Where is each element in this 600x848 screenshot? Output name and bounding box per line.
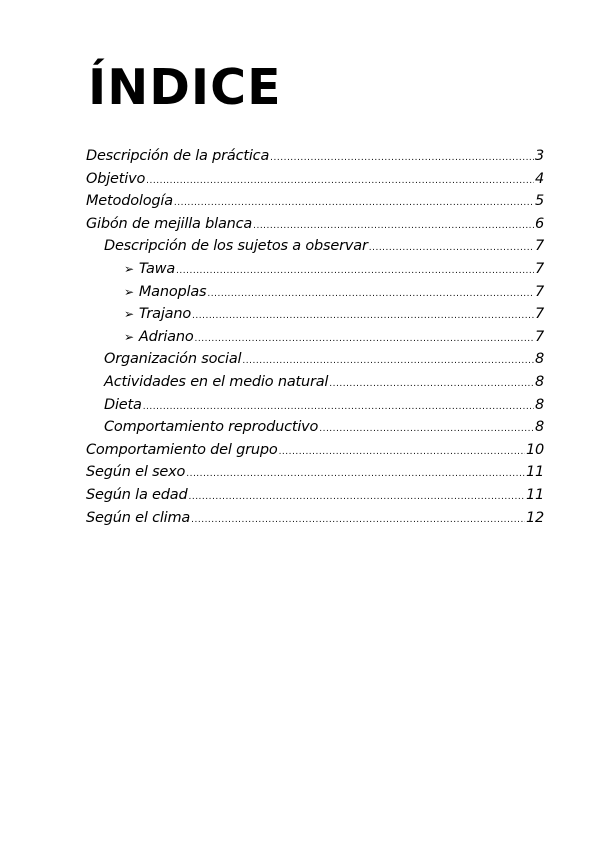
toc-entry[interactable] [86, 171, 544, 194]
toc-entry[interactable] [86, 487, 544, 510]
toc-entry-label: Comportamiento reproductivo [104, 419, 319, 436]
toc-entry-label: Según el clima [86, 509, 191, 526]
toc-page-number: 7 [534, 283, 544, 300]
dot-leader [369, 243, 534, 253]
toc-page-number: 8 [534, 373, 544, 390]
toc-entry-label: Según la edad [86, 486, 188, 503]
toc-entry-label: Comportamiento del grupo [86, 441, 278, 458]
toc-entry[interactable] [86, 329, 544, 352]
toc-entry[interactable] [86, 306, 544, 329]
toc-entry[interactable] [86, 510, 544, 533]
toc-page-number: 6 [534, 215, 544, 232]
toc-entry-label: Dieta [104, 396, 142, 413]
toc-entry[interactable] [86, 284, 544, 307]
dot-leader [174, 198, 534, 208]
toc-entry-label: Descripción de la práctica [86, 148, 270, 164]
toc-page-number: 8 [534, 351, 544, 368]
toc-entry-label: Organización social [104, 351, 242, 368]
toc-entry-label: Tawa [138, 260, 176, 277]
toc-entry-label: Actividades en el medio natural [104, 373, 329, 390]
toc-page-number: 8 [534, 396, 544, 413]
toc-entry-label: Manoplas [138, 283, 207, 300]
dot-leader [207, 289, 534, 299]
table-of-contents [86, 148, 544, 532]
toc-entry-label: Gibón de mejilla blanca [86, 215, 253, 232]
arrow-bullet-icon: ➢ [124, 261, 134, 276]
toc-page-number: 7 [534, 238, 544, 255]
toc-entry[interactable] [86, 216, 544, 239]
toc-entry[interactable] [86, 261, 544, 284]
toc-page-number: 11 [525, 464, 544, 481]
toc-entry-label: Objetivo [86, 170, 146, 187]
toc-entry[interactable] [86, 351, 544, 374]
toc-page-number: 10 [525, 441, 544, 458]
dot-leader [329, 379, 534, 389]
toc-entry-label: Metodología [86, 193, 173, 210]
toc-page-number: 4 [534, 170, 544, 187]
arrow-bullet-icon: ➢ [124, 307, 134, 322]
toc-page-number: 7 [534, 306, 544, 323]
dot-leader [192, 311, 534, 321]
page-title: ÍNDICE [88, 59, 282, 116]
toc-page-number: 8 [534, 419, 544, 436]
dot-leader [176, 266, 534, 276]
toc-entry-label: Adriano [138, 328, 194, 345]
toc-page-number: 7 [534, 328, 544, 345]
toc-entry[interactable] [86, 374, 544, 397]
dot-leader [195, 334, 534, 344]
toc-entry[interactable] [86, 148, 544, 171]
toc-entry[interactable] [86, 193, 544, 216]
toc-entry-label: Trajano [138, 306, 192, 323]
arrow-bullet-icon: ➢ [124, 284, 134, 299]
dot-leader [146, 176, 534, 186]
dot-leader [143, 402, 534, 412]
dot-leader [270, 153, 534, 163]
dot-leader [186, 469, 525, 479]
arrow-bullet-icon: ➢ [124, 329, 134, 344]
toc-entry[interactable] [86, 464, 544, 487]
dot-leader [191, 515, 525, 525]
toc-entry-label: Descripción de los sujetos a observar [104, 238, 368, 255]
toc-page-number: 12 [525, 509, 544, 526]
toc-entry[interactable] [86, 238, 544, 261]
toc-page-number: 5 [534, 193, 544, 210]
dot-leader [279, 447, 525, 457]
toc-entry[interactable] [86, 419, 544, 442]
toc-entry[interactable] [86, 397, 544, 420]
dot-leader [253, 221, 534, 231]
toc-page-number: 7 [534, 260, 544, 277]
toc-page-number: 11 [525, 486, 544, 503]
toc-entry[interactable] [86, 442, 544, 465]
dot-leader [319, 424, 534, 434]
dot-leader [242, 356, 534, 366]
toc-entry-label: Según el sexo [86, 464, 186, 481]
dot-leader [188, 492, 524, 502]
toc-page-number: 3 [534, 148, 544, 164]
